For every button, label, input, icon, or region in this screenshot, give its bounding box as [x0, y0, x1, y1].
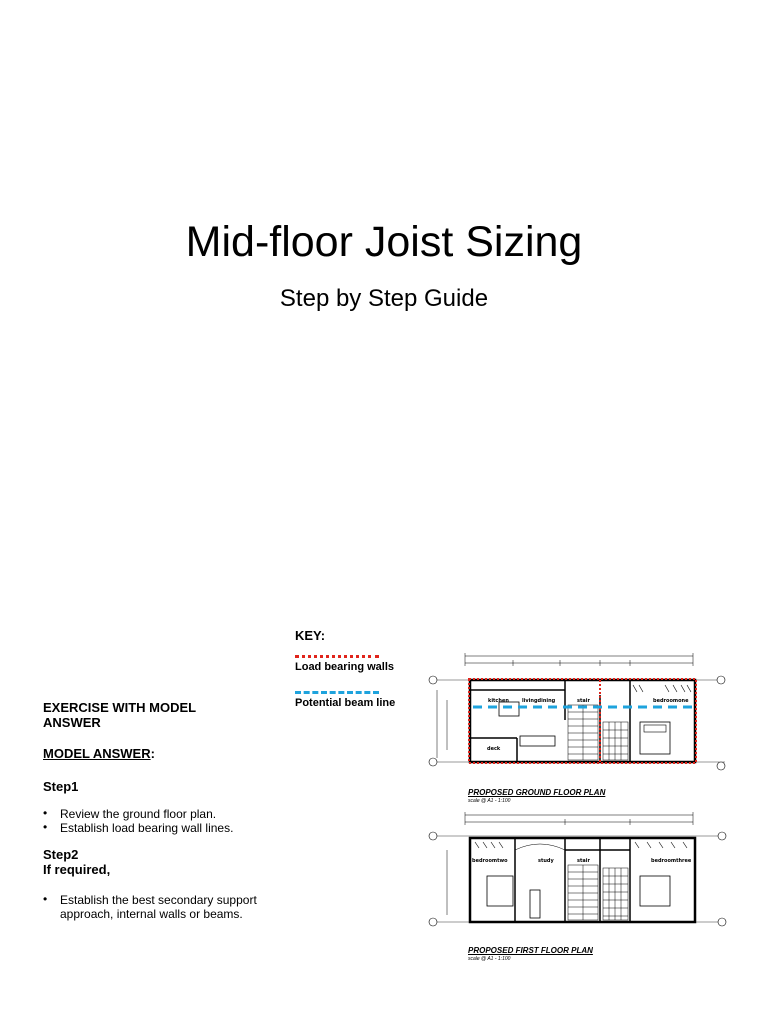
room-label: bedroomtwo: [472, 858, 508, 864]
step1-bullet: • Review the ground floor plan.: [43, 807, 263, 821]
step2-subheading: If required,: [43, 862, 111, 877]
exercise-heading: EXERCISE WITH MODEL ANSWER: [43, 700, 197, 730]
step2-heading: Step2: [43, 847, 79, 862]
step1-bullet: • Establish load bearing wall lines.: [43, 821, 263, 835]
room-label: stair: [577, 858, 590, 864]
room-label: bedroomone: [653, 698, 689, 704]
ground-plan-scale: scale @ A1 - 1:100: [468, 798, 511, 804]
slide-title: Mid-floor Joist Sizing: [185, 218, 583, 266]
beam-line-swatch: [295, 691, 379, 694]
model-answer-label: MODEL ANSWER: [43, 746, 151, 761]
model-answer-heading: [43, 746, 263, 761]
room-label: deck: [487, 746, 501, 752]
load-bearing-label: Load bearing walls: [295, 661, 395, 673]
step1-heading: Step1: [43, 779, 79, 794]
key-legend: [295, 628, 425, 709]
model-answer-colon: :: [150, 746, 155, 761]
step2-bullet: • Establish the best secondary support approach, internal walls or beams.: [43, 893, 263, 921]
slide-subtitle: Step by Step Guide: [279, 285, 489, 312]
room-label: bedroomthree: [651, 858, 692, 864]
exercise-text: [43, 700, 263, 921]
load-bearing-line-swatch: [295, 655, 379, 658]
key-heading: KEY:: [295, 628, 326, 643]
room-label: kitchen: [488, 698, 509, 704]
step2-bullets: [43, 893, 263, 921]
first-plan-scale: scale @ A1 - 1:100: [468, 956, 511, 962]
room-label: study: [538, 858, 554, 864]
first-floor-plan: [425, 810, 735, 935]
ground-floor-plan: [425, 650, 735, 775]
first-plan-caption: PROPOSED FIRST FLOOR PLAN: [468, 946, 593, 955]
room-label: stair: [577, 698, 590, 704]
beam-line-label: Potential beam line: [295, 697, 396, 709]
step1-bullets: [43, 807, 263, 835]
ground-plan-caption: PROPOSED GROUND FLOOR PLAN: [468, 788, 606, 797]
room-label: livingdining: [522, 698, 556, 704]
